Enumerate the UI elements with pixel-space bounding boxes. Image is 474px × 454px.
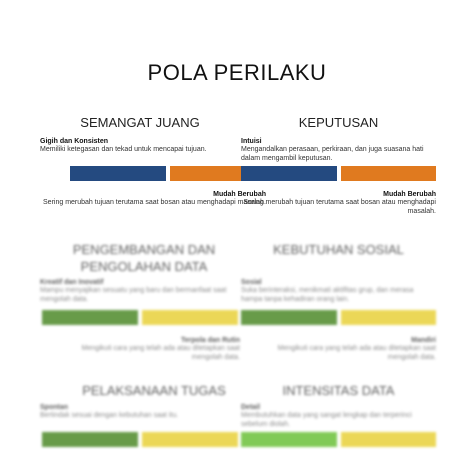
panel-heading: KEPUTUSAN (298, 115, 379, 130)
scale-bars (40, 310, 240, 325)
panel-heading: SEMANGAT JUANG (80, 115, 200, 130)
scale-bar-right (142, 432, 238, 447)
scale-bars (241, 432, 436, 447)
trait-right-name: Mudah Berubah (383, 191, 436, 198)
scale-bar-left (241, 166, 337, 181)
panel-heading: INTENSITAS DATA (282, 383, 395, 398)
trait-right-name: Mandiri (411, 337, 436, 344)
scale-bars (241, 166, 436, 181)
trait-left-desc: Suka berinteraksi, menikmati aktifitas grup, dan merasa hampa tanpa kehadiran orang lain. (241, 287, 414, 303)
trait-left-name: Sosial (241, 279, 262, 286)
trait-left-name: Detail (241, 404, 261, 411)
panel-intensitas-data (241, 382, 436, 447)
panel-keputusan (241, 114, 436, 216)
panel-heading: KEBUTUHAN SOSIAL (273, 242, 404, 257)
panel-kebutuhan-sosial (241, 241, 436, 362)
trait-left-desc: Mengandalkan perasaan, perkiraan, dan juga suasana hati dalam mengambil keputusan. (241, 146, 424, 162)
trait-right-desc: Mengikuti cara yang telah ada atau ditetapkan saat mengolah data. (81, 345, 240, 361)
scale-bar-right (142, 310, 238, 325)
panel-heading: PELAKSANAAN TUGAS (82, 383, 226, 398)
trait-right-name: Terpola dan Rutin (181, 337, 240, 344)
panel-pengembangan-data (40, 241, 240, 362)
trait-left-name: Kreatif dan Inovatif (40, 279, 104, 286)
trait-right-desc: Sering merubah tujuan terutama saat bosan atau menghadapi masalah. (43, 199, 266, 206)
page-title: POLA PERILAKU (147, 60, 327, 85)
scale-bar-left (42, 310, 138, 325)
scale-bar-right (341, 166, 436, 181)
trait-left-desc: Bertindak sesuai dengan kebutuhan saat itu. (40, 412, 179, 419)
scale-bar-right (341, 310, 436, 325)
trait-left-name: Gigih dan Konsisten (40, 138, 109, 145)
panel-pelaksanaan-tugas (40, 382, 240, 447)
scale-bar-right (341, 432, 436, 447)
trait-right-name: Mudah Berubah (213, 191, 266, 198)
scale-bar-left (241, 310, 337, 325)
trait-left-desc: Mampu menyajikan sesuatu yang baru dan bermanfaat saat mengolah data. (40, 287, 227, 303)
trait-left-name: Spontan (40, 404, 68, 411)
panel-heading: PENGEMBANGAN DAN PENGOLAHAN DATA (72, 242, 216, 274)
scale-bar-left (70, 166, 166, 181)
scale-bar-left (241, 432, 337, 447)
trait-left-name: Intuisi (241, 138, 262, 145)
trait-right-desc: Mengikuti cara yang telah ada atau ditetapkan saat mengolah data. (277, 345, 436, 361)
scale-bars (241, 310, 436, 325)
trait-left-desc: Memiliki ketegasan dan tekad untuk mencapai tujuan. (40, 146, 207, 153)
scale-bar-left (42, 432, 138, 447)
trait-right-desc: Sering merubah tujuan terutama saat bosan atau menghadapi masalah. (243, 199, 436, 215)
scale-bars (40, 432, 240, 447)
trait-left-desc: Membutuhkan data yang sangat lengkap dan terperinci sebelum diolah. (241, 412, 412, 428)
scale-bars (40, 166, 240, 181)
